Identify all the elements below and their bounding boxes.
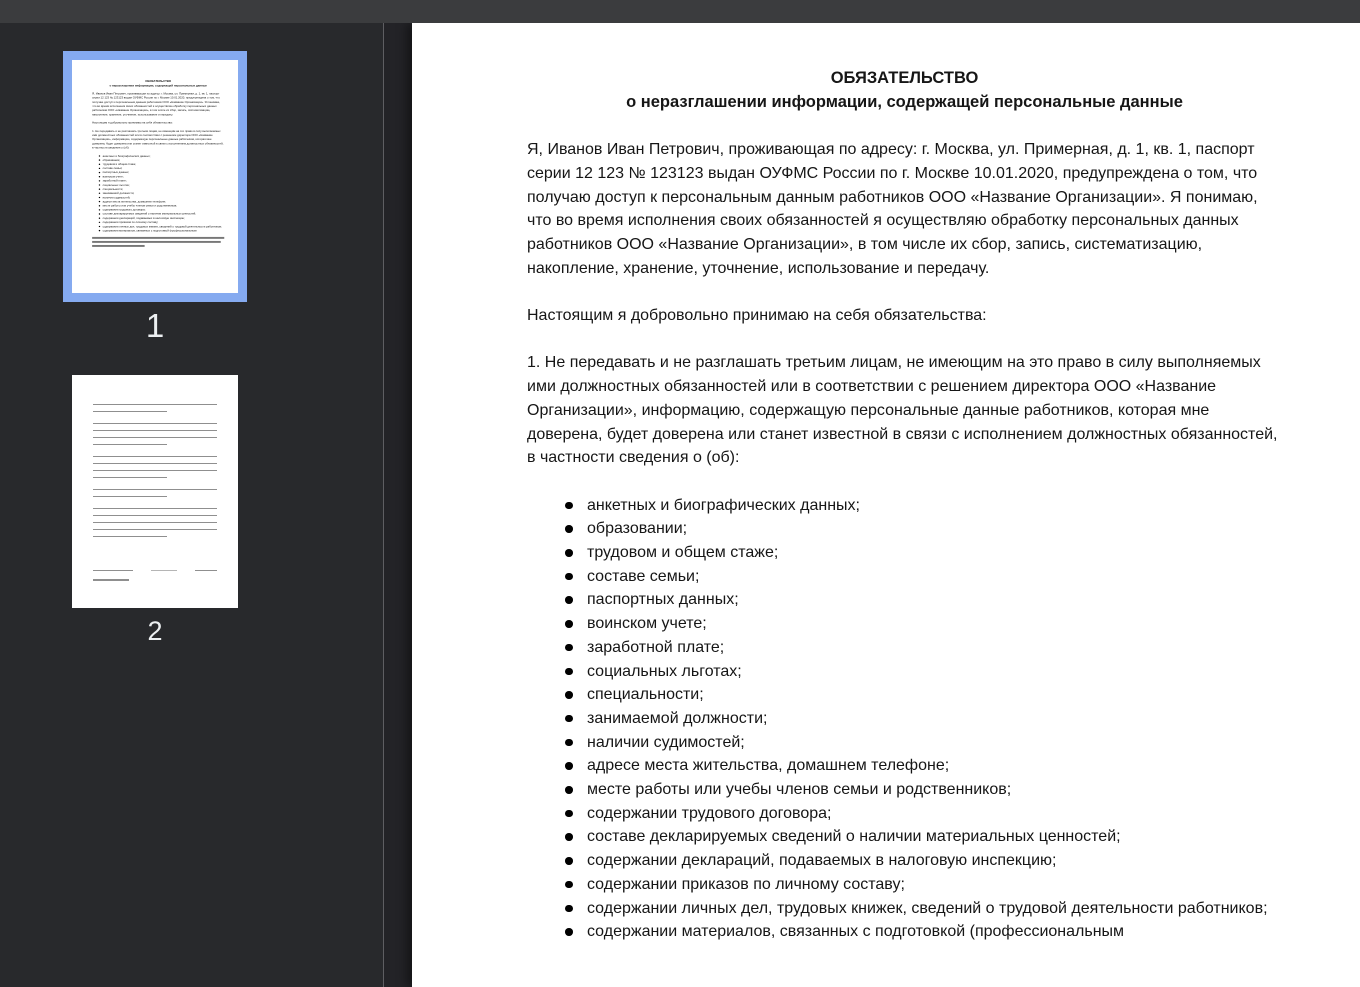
bullet-icon	[565, 739, 573, 747]
page-1-thumbnail-preview	[72, 60, 238, 293]
list-item-text: занимаемой должности;	[102, 191, 135, 195]
list-item	[527, 612, 1282, 636]
list-item	[527, 494, 1282, 518]
thumbnail-illegible-text	[92, 237, 224, 247]
list-item	[527, 588, 1282, 612]
list-item	[527, 636, 1282, 660]
list-item	[527, 920, 1282, 944]
list-item-text: месте работы или учебы членов семьи и родственников;	[102, 204, 177, 208]
document-viewport[interactable]	[384, 23, 1360, 987]
bullet-icon	[565, 905, 573, 913]
list-item	[527, 565, 1282, 589]
list-item-text: паспортных данных;	[102, 171, 130, 174]
list-item	[527, 825, 1282, 849]
bullet-icon	[565, 502, 573, 510]
page-1-label: 1	[145, 307, 165, 344]
bullet-icon	[99, 180, 100, 181]
list-item-text: социальных льготах;	[587, 662, 742, 680]
mini-clause-1: 1. Не передавать и не разглашать третьим лицам, не имеющим на это право в силу выполняемых ими должностных обязанностей или в соответствии с решением директора ООО «Название Организации», информацию, содержащую персональные данные работников, которая мне доверена, будет доверена или станет известной в связи с исполнением должностных обязанностей, в частности сведения о (об):	[92, 129, 224, 150]
bullet-icon	[99, 155, 100, 156]
list-item	[92, 229, 224, 233]
list-item-text: образовании;	[587, 520, 688, 538]
bullet-icon	[565, 668, 573, 676]
thumbnail-signature-row	[93, 570, 217, 572]
list-item	[527, 754, 1282, 778]
thumbnail-text-line	[93, 444, 167, 446]
list-item-text: содержании деклараций, подаваемых в налоговую инспекцию;	[587, 852, 1057, 870]
thumbnail-text-line	[93, 496, 167, 498]
bullet-icon	[565, 549, 573, 557]
list-item-text: анкетных и биографических данных;	[587, 496, 860, 514]
obligations-lead: Настоящим я добровольно принимаю на себя обязательства:	[527, 307, 987, 324]
list-item-text: воинском учете;	[102, 175, 124, 179]
bullet-icon	[565, 525, 573, 533]
list-item-text: трудовом и общем стаже;	[587, 544, 779, 561]
list-item	[527, 517, 1282, 541]
bullet-icon	[99, 197, 100, 198]
bullet-icon	[99, 193, 100, 194]
bullet-icon	[565, 857, 573, 865]
document-content	[412, 23, 1360, 944]
bullet-icon	[565, 573, 573, 581]
document-title: ОБЯЗАТЕЛЬСТВО	[830, 69, 979, 87]
bullet-icon	[99, 213, 100, 214]
list-item-text: анкетных и биографических данных;	[102, 154, 151, 158]
list-item-text: трудовом и общем стаже;	[102, 162, 137, 166]
thumbnail-text-line	[93, 522, 217, 524]
mini-doc-subtitle: о неразглашении информации, содержащей персональные данные	[109, 83, 207, 87]
list-item-text: заработной плате;	[102, 179, 127, 183]
list-item-text: занимаемой должности;	[587, 709, 768, 727]
thumbnail-text-line	[93, 536, 167, 538]
thumbnail-text-line	[93, 404, 217, 406]
page-2-label: 2	[147, 615, 163, 646]
list-item	[527, 802, 1282, 826]
bullet-icon	[565, 644, 573, 652]
list-item-text: социальных льготах;	[102, 183, 130, 187]
list-item	[527, 897, 1282, 921]
bullet-icon	[565, 620, 573, 628]
bullet-icon	[565, 786, 573, 794]
thumbnail-panel[interactable]	[0, 23, 384, 987]
thumbnail-text-line	[93, 529, 217, 531]
list-item-text: месте работы или учебы членов семьи и родственников;	[587, 781, 1012, 799]
bullet-icon	[99, 205, 100, 206]
document-subtitle: о неразглашении информации, содержащей персональные данные	[626, 92, 1183, 111]
bullet-icon	[99, 168, 100, 169]
list-item-text: содержании материалов, связанных с подготовкой (профессиональным	[587, 923, 1125, 941]
bullet-icon	[99, 209, 100, 210]
personal-data-list	[527, 494, 1282, 944]
list-item-text: составе декларируемых сведений о наличии материальных ценностей;	[587, 828, 1121, 846]
mini-doc-title: ОБЯЗАТЕЛЬСТВО	[145, 79, 172, 83]
list-item	[527, 683, 1282, 707]
list-item-text: содержании материалов, связанных с подготовкой (профессиональным	[102, 229, 197, 233]
list-item	[527, 873, 1282, 897]
intro-paragraph: Я, Иванов Иван Петрович, проживающая по адресу: г. Москва, ул. Примерная, д. 1, кв. 1, паспорт серии 12 123 № 123123 выдан ОУФМС России по г. Москве 10.01.2020, предупреждена о том, что получаю доступ к персональным данным работников ООО «Название Организации». Я понимаю, что во время исполнения своих обязанностей я осуществляю обработку персональных данных работников ООО «Название Организации», в том числе их сбор, запись, систематизацию, накопление, хранение, уточнение, использование и передачу.	[527, 141, 1258, 277]
mini-personal-data-list	[92, 154, 224, 233]
list-item-text: содержании трудового договора;	[102, 208, 146, 212]
list-item-text: специальности;	[102, 187, 124, 191]
thumbnail-text-line	[93, 489, 217, 491]
thumbnail-text-line	[93, 423, 217, 425]
list-item-text: содержании приказов по личному составу;	[102, 220, 159, 224]
page-2-miniature	[72, 375, 238, 608]
thumbnail-text-line	[93, 430, 217, 432]
clause-1-paragraph: 1. Не передавать и не разглашать третьим лицам, не имеющим на это право в силу выполняемых ими должностных обязанностей или в соответствии с решением директора ООО «Название Организации», информацию, содержащую персональные данные работников, которая мне доверена, будет доверена или станет известной в связи с исполнением должностных обязанностей, в частности сведения о (об):	[527, 354, 1278, 467]
thumbnail-text-line	[93, 437, 217, 439]
bullet-icon	[565, 881, 573, 889]
list-item	[527, 707, 1282, 731]
bullet-icon	[99, 222, 100, 223]
list-item-text: образовании;	[102, 158, 121, 162]
list-item-text: содержании личных дел, трудовых книжек, сведений о трудовой деятельности работников;	[587, 899, 1268, 917]
bullet-icon	[565, 596, 573, 604]
page-2-thumbnail-preview	[72, 375, 238, 608]
bullet-icon	[99, 188, 100, 189]
thumbnail-list	[0, 23, 310, 647]
bullet-icon	[99, 184, 100, 185]
list-item	[527, 778, 1282, 802]
thumbnail-text-line	[93, 411, 167, 413]
bullet-icon	[99, 176, 100, 177]
bullet-icon	[99, 172, 100, 173]
page-1-thumbnail[interactable]	[63, 51, 247, 302]
list-item-text: специальности;	[587, 686, 704, 704]
bullet-icon	[99, 230, 100, 231]
page-2-thumbnail[interactable]	[72, 375, 238, 608]
bullet-icon	[565, 928, 573, 936]
bullet-icon	[99, 159, 100, 160]
bullet-icon	[565, 691, 573, 699]
mini-intro-paragraph: Я, Иванов Иван Петрович, проживающая по адресу: г. Москва, ул. Примерная, д. 1, кв. 1, паспорт серии 12 123 № 123123 выдан ОУФМС России по г. Москве 10.01.2020, предупреждена о том, что получаю доступ к персональным данным работников ООО «Название Организации». Я понимаю, что во время исполнения своих обязанностей я осуществляю обработку персональных данных работников ООО «Название Организации», в том числе их сбор, запись, систематизацию, накопление, хранение, уточнение, использование и передачу.	[92, 92, 220, 116]
list-item-text: содержании деклараций, подаваемых в налоговую инспекцию;	[102, 216, 185, 220]
list-item-text: содержании приказов по личному составу;	[587, 875, 905, 893]
list-item-text: составе декларируемых сведений о наличии материальных ценностей;	[102, 212, 197, 216]
list-item-text: паспортных данных;	[587, 591, 739, 609]
page-1-miniature	[72, 60, 238, 293]
list-item	[527, 849, 1282, 873]
list-item	[527, 731, 1282, 755]
thumbnail-text-line	[93, 508, 217, 510]
bullet-icon	[565, 762, 573, 770]
bullet-icon	[99, 226, 100, 227]
bullet-icon	[99, 164, 100, 165]
list-item-text: наличии судимостей;	[102, 195, 131, 199]
bullet-icon	[565, 715, 573, 723]
list-item	[527, 660, 1282, 684]
list-item-text: адресе места жительства, домашнем телефоне;	[102, 200, 167, 204]
bullet-icon	[99, 201, 100, 202]
thumbnail-text-line	[93, 515, 217, 517]
bullet-icon	[565, 833, 573, 841]
viewer-toolbar	[0, 0, 1360, 23]
list-item-text: адресе места жительства, домашнем телефоне;	[587, 757, 950, 775]
list-item-text: заработной плате;	[587, 638, 725, 656]
thumbnail-date-line	[93, 579, 129, 581]
list-item	[527, 541, 1282, 565]
list-item-text: составе семьи;	[102, 166, 123, 170]
list-item-text: содержании трудового договора;	[587, 804, 832, 822]
mini-obligations-lead: Настоящим я добровольно принимаю на себя обязательства:	[92, 121, 173, 125]
thumbnail-text-line	[93, 456, 217, 458]
list-item-text: составе семьи;	[587, 567, 700, 585]
bullet-icon	[565, 810, 573, 818]
thumbnail-text-line	[93, 477, 167, 479]
document-page	[412, 23, 1360, 987]
thumbnail-text-line	[93, 470, 217, 472]
list-item-text: наличии судимостей;	[587, 733, 745, 751]
thumbnail-text-line	[93, 463, 217, 465]
list-item-text: воинском учете;	[587, 615, 707, 633]
bullet-icon	[99, 218, 100, 219]
list-item-text: содержании личных дел, трудовых книжек, сведений о трудовой деятельности работников;	[102, 224, 222, 228]
